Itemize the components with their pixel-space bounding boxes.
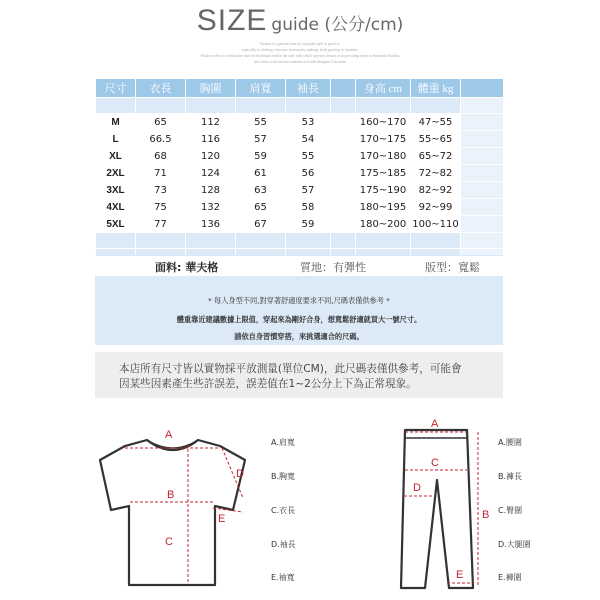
header-cell [461,79,504,98]
table-cell [461,199,504,216]
note-line-1: * 每人身型不同,對穿著舒適度要求不同,尺碼表僅供參考 * [208,296,390,305]
pants-label-a: A.腰圍 [498,438,522,447]
table-cell: 59 [286,216,331,233]
header-cell: 身高 cm [356,79,411,98]
shirt-label-e: E.袖寬 [271,573,295,582]
table-row [96,114,504,131]
table-cell: 75 [136,199,186,216]
tshirt-letter-b: B [167,489,175,501]
table-cell: 57 [286,182,331,199]
table-cell: 47~55 [411,114,461,131]
pants-label-e: E.褲圍 [498,573,522,582]
fine-print-4: also refers to the newest creations of textile designers.The terms [253,60,347,64]
table-cell: 53 [286,114,331,131]
header-cell: 體重 kg [411,79,461,98]
size-cell: 2XL [96,165,136,182]
table-cell [331,182,356,199]
table-cell: 63 [236,182,286,199]
table-cell: 67 [236,216,286,233]
pants-letter-d: D [413,482,421,494]
table-cell: 175~190 [356,182,411,199]
fabric-fit: 版型：寬鬆 [425,261,480,274]
table-cell [461,216,504,233]
size-cell: M [96,114,136,131]
table-cell: 116 [186,131,236,148]
fabric-elasticity: 質地：有彈性 [300,261,366,274]
tshirt-letter-e: E [218,513,226,525]
table-cell: 65~72 [411,148,461,165]
table-cell: 92~99 [411,199,461,216]
pants-letter-c: C [431,457,439,469]
table-cell [331,216,356,233]
table-cell: 175~185 [356,165,411,182]
table-cell: 82~92 [411,182,461,199]
disclaimer-line-2: 因某些因素產生些許誤差，誤差值在1~2公分上下為正常現象。 [119,378,417,390]
disclaimer-line-1: 本店所有尺寸皆以實物採平放測量(單位CM)，此尺碼表僅供參考，可能會 [119,363,462,375]
table-row [96,199,504,216]
table-cell: 73 [136,182,186,199]
table-cell: 56 [286,165,331,182]
table-cell: 136 [186,216,236,233]
pants-label-c: C.臀圍 [498,506,523,515]
header-cell: 尺寸 [96,79,136,98]
table-row [96,216,504,233]
title-main: SIZE [196,4,268,37]
pants-label-b: B.褲長 [498,472,523,481]
fine-print-1: Fashion is a general term for a popular style or practice, [259,42,341,46]
note-line-3: 請依自身習慣穿搭，來挑選適合的尺碼。 [234,332,364,341]
table-cell: 66.5 [136,131,186,148]
table-cell: 55~65 [411,131,461,148]
table-cell [461,131,504,148]
pants-outline [401,430,473,588]
header-cell: 肩寬 [236,79,286,98]
size-cell: 3XL [96,182,136,199]
shirt-label-b: B.胸寬 [271,472,296,481]
table-row [96,165,504,182]
shirt-label-d: D.袖長 [271,540,296,549]
table-row [96,182,504,199]
header-cell: 袖長 [286,79,331,98]
note-line-2: 體重靠近建議數據上限值，穿起來為剛好合身，想寬鬆舒適就買大一號尺寸。 [176,315,422,324]
table-cell: 57 [236,131,286,148]
table-cell: 65 [236,199,286,216]
table-cell: 61 [236,165,286,182]
tshirt-letter-c: C [165,536,173,548]
disclaimer-box [95,352,503,398]
pants-label-d: D.大腿圍 [498,540,531,549]
table-cell: 132 [186,199,236,216]
table-cell: 72~82 [411,165,461,182]
title-sub: guide (公分/cm) [271,15,404,35]
table-cell: 180~195 [356,199,411,216]
pants-letter-b: B [482,509,490,521]
table-cell: 160~170 [356,114,411,131]
pants-letter-a: A [431,418,439,430]
table-header-row [96,79,504,98]
table-cell: 58 [286,199,331,216]
table-cell [331,165,356,182]
table-cell: 71 [136,165,186,182]
table-cell [331,148,356,165]
tshirt-letter-a: A [165,429,173,441]
table-cell: 180~200 [356,216,411,233]
table-cell [461,148,504,165]
tshirt-letter-d: D [236,468,244,480]
table-cell: 65 [136,114,186,131]
table-cell: 59 [236,148,286,165]
shirt-label-a: A.肩寬 [271,438,295,447]
fabric-row [95,255,503,277]
header-cell: 胸圍 [186,79,236,98]
size-cell: XL [96,148,136,165]
blank-row [96,233,504,249]
fabric-material: 面料: 華夫格 [155,261,219,274]
header-cell: 衣長 [136,79,186,98]
shirt-label-c: C.衣長 [271,506,296,515]
table-cell: 170~180 [356,148,411,165]
fine-print-3: Fashion refers to a distinctive and often habitual trend in the style with which a person dresses or to prevailing styles in behaviour.Fashion [200,54,400,58]
pants-diagram [385,418,490,598]
table-cell: 170~175 [356,131,411,148]
table-cell: 128 [186,182,236,199]
table-cell: 112 [186,114,236,131]
size-cell: 4XL [96,199,136,216]
header-cell [331,79,356,98]
fine-print-2: especially in clothing, footwear, accessories, makeup, body piercing or furniture. [241,48,359,52]
table-cell: 100~110 [411,216,461,233]
table-cell: 55 [286,148,331,165]
table-row [96,131,504,148]
tshirt-diagram [95,420,255,595]
size-cell: L [96,131,136,148]
table-cell: 68 [136,148,186,165]
pants-letter-e: E [456,569,464,581]
table-cell [331,131,356,148]
size-cell: 5XL [96,216,136,233]
table-cell: 124 [186,165,236,182]
table-cell [461,114,504,131]
page-title [0,4,600,38]
table-cell [461,182,504,199]
table-cell [331,199,356,216]
blank-row [96,98,504,114]
table-cell: 120 [186,148,236,165]
table-cell: 77 [136,216,186,233]
table-cell: 55 [236,114,286,131]
notes-box [95,277,503,345]
table-row [96,148,504,165]
table-cell [331,114,356,131]
size-table [95,78,504,265]
table-cell: 54 [286,131,331,148]
table-cell [461,165,504,182]
